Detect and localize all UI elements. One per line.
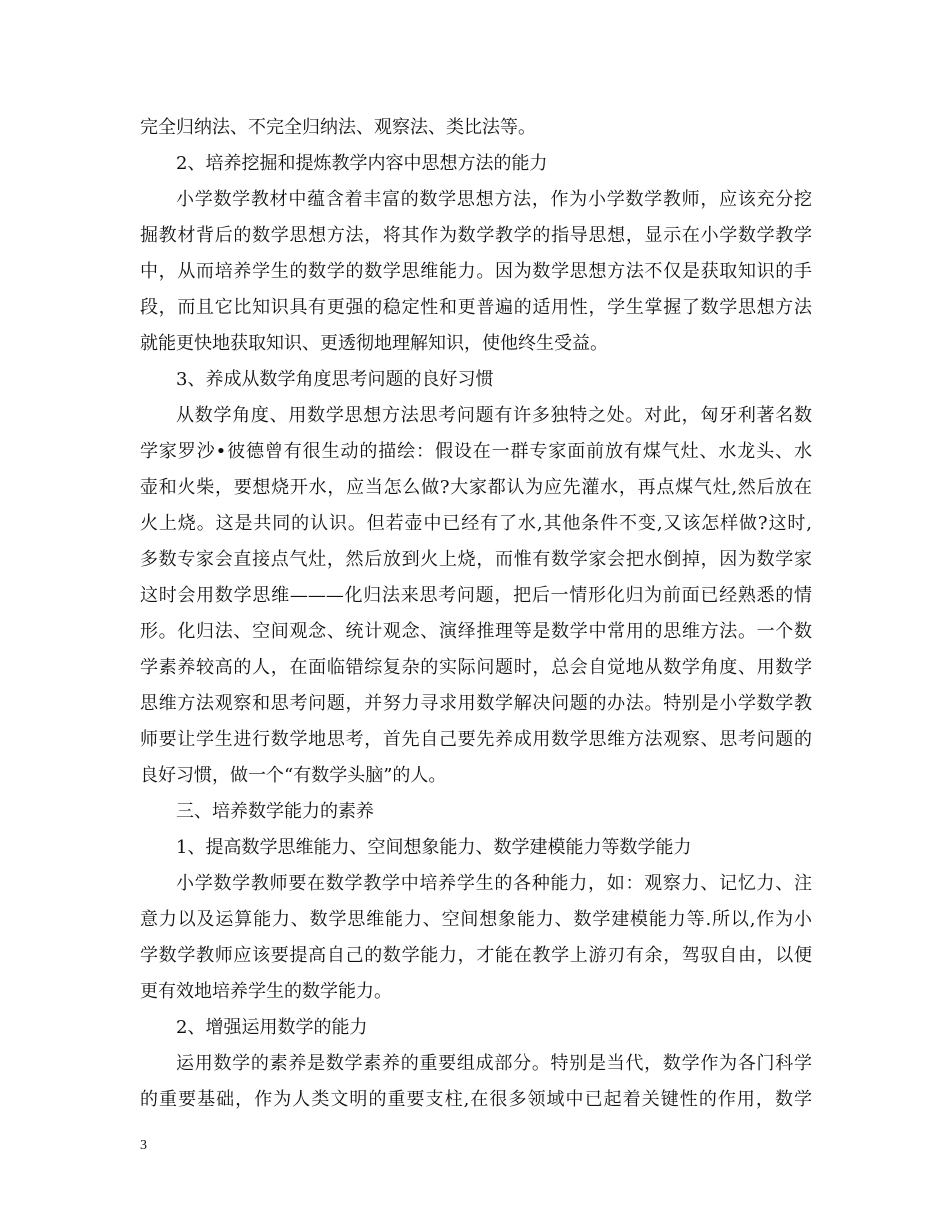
text-line: 运用数学的素养是数学素养的重要组成部分。特别是当代，数学作为各门科学 [176,1053,812,1074]
text-line: 学家罗沙•彼德曾有很生动的描绘：假设在一群专家面前放有煤气灶、水龙头、水 [140,441,812,462]
text-line: 良好习惯，做一个“有数学头脑”的人。 [140,765,447,786]
text-line: 学数学教师应该要提高自己的数学能力，才能在教学上游刃有余，驾驭自由，以便 [140,945,812,966]
text-line: 形。化归法、空间观念、统计观念、演绎推理等是数学中常用的思维方法。一个数 [140,621,812,642]
text-line: 意力以及运算能力、数学思维能力、空间想象能力、数学建模能力等.所以,作为小 [140,909,812,930]
text-line: 火上烧。这是共同的认识。但若壶中已经有了水,其他条件不变,又该怎样做?这时, [140,513,812,534]
section-heading: 三、培养数学能力的素养 [176,801,374,822]
text-line: 从数学角度、用数学思想方法思考问题有许多独特之处。对此，匈牙利著名数 [176,405,812,426]
text-line: 这时会用数学思维———化归法来思考问题，把后一情形化归为前面已经熟悉的情 [140,585,812,606]
text-line: 的重要基础，作为人类文明的重要支柱,在很多领域中已起着关键性的作用，数学 [140,1089,812,1110]
section-heading: 2、培养挖掘和提炼教学内容中思想方法的能力 [176,153,548,174]
text-line: 多数专家会直接点气灶，然后放到火上烧，而惟有数学家会把水倒掉，因为数学家 [140,549,812,570]
text-line: 段，而且它比知识具有更强的稳定性和更普遍的适用性，学生掌握了数学思想方法 [140,297,812,318]
text-line: 小学数学教材中蕴含着丰富的数学思想方法，作为小学数学教师，应该充分挖 [176,189,812,210]
text-line: 就能更快地获取知识、更透彻地理解知识，使他终生受益。 [140,333,608,354]
section-heading: 1、提高数学思维能力、空间想象能力、数学建模能力等数学能力 [176,837,692,858]
text-line: 小学数学教师要在数学教学中培养学生的各种能力，如：观察力、记忆力、注 [176,873,812,894]
text-line: 学素养较高的人，在面临错综复杂的实际问题时，总会自觉地从数学角度、用数学 [140,657,812,678]
text-line: 中，从而培养学生的数学的数学思维能力。因为数学思想方法不仅是获取知识的手 [140,261,812,282]
text-line: 更有效地培养学生的数学能力。 [140,981,392,1002]
page-number: 3 [140,1138,147,1153]
text-line: 完全归纳法、不完全归纳法、观察法、类比法等。 [140,117,536,138]
section-heading: 3、养成从数学角度思考问题的良好习惯 [176,369,494,390]
text-line: 师要让学生进行数学地思考，首先自己要先养成用数学思维方法观察、思考问题的 [140,729,812,750]
section-heading: 2、增强运用数学的能力 [176,1017,368,1038]
text-line: 壶和火柴，要想烧开水，应当怎么做?大家都认为应先灌水，再点煤气灶,然后放在 [140,477,812,498]
text-line: 掘教材背后的数学思想方法，将其作为数学教学的指导思想，显示在小学数学教学 [140,225,812,246]
text-line: 思维方法观察和思考问题，并努力寻求用数学解决问题的办法。特别是小学数学教 [140,693,812,714]
